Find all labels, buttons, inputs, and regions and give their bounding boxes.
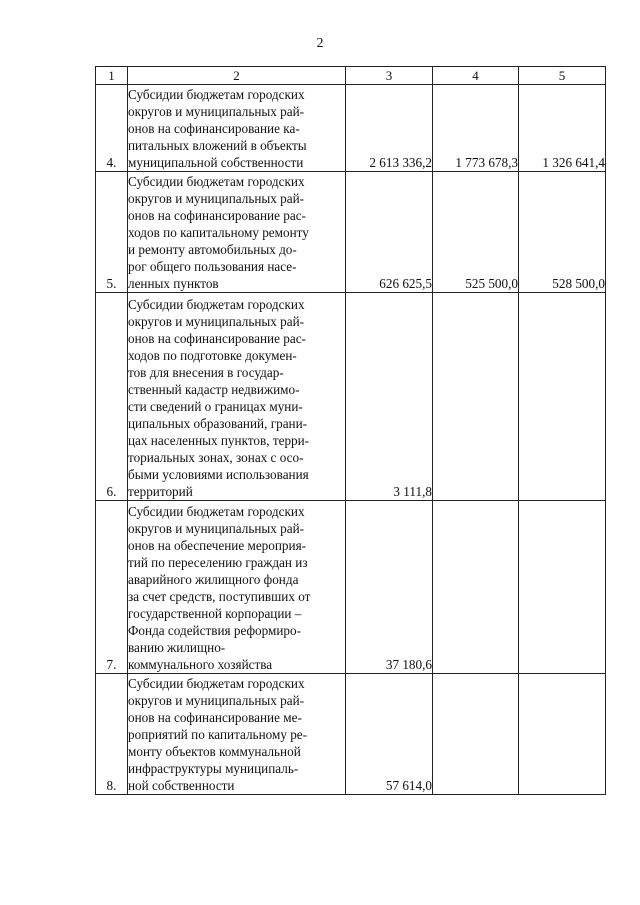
- header-cell: 3: [346, 67, 433, 85]
- amount-col3: 2 613 336,2: [346, 85, 433, 172]
- description-line: Субсидии бюджетам городских: [128, 174, 305, 189]
- amount-col3: 57 614,0: [346, 674, 433, 795]
- row-number: 4.: [96, 85, 128, 172]
- description-line: цах населенных пунктов, терри-: [128, 433, 310, 448]
- description-line: тов для внесения в государ-: [128, 365, 284, 380]
- description-line: коммунального хозяйства: [128, 657, 273, 672]
- subsidies-table: [95, 66, 606, 795]
- table-row: [96, 85, 606, 172]
- description-line: онов на софинансирование рас-: [128, 208, 306, 223]
- table-row: [96, 501, 606, 674]
- description-line: государственной корпорации –: [128, 606, 302, 621]
- amount-col5: 528 500,0: [519, 172, 606, 293]
- description-line: округов и муниципальных рай-: [128, 521, 305, 536]
- description-line: монту объектов коммунальной: [128, 744, 301, 759]
- description-line: Фонда содействия реформиро-: [128, 623, 302, 638]
- description-line: быми условиями использования: [128, 467, 309, 482]
- description-line: сти сведений о границах муни-: [128, 399, 303, 414]
- row-description: [128, 85, 346, 172]
- header-cell: 2: [128, 67, 346, 85]
- amount-col5: [519, 674, 606, 795]
- table-row: [96, 172, 606, 293]
- amount-col4: 525 500,0: [433, 172, 519, 293]
- row-description: [128, 293, 346, 501]
- amount-col4: 1 773 678,3: [433, 85, 519, 172]
- description-line: Субсидии бюджетам городских: [128, 297, 305, 312]
- amount-col5: [519, 293, 606, 501]
- row-number: 6.: [96, 293, 128, 501]
- amount-col5: [519, 501, 606, 674]
- description-line: и ремонту автомобильных до-: [128, 242, 297, 257]
- row-description: [128, 501, 346, 674]
- amount-col4: [433, 501, 519, 674]
- description-line: рог общего пользования насе-: [128, 259, 297, 274]
- description-line: ходов по подготовке докумен-: [128, 348, 297, 363]
- description-line: инфраструктуры муниципаль-: [128, 761, 299, 776]
- row-description: [128, 674, 346, 795]
- description-line: ходов по капитальному ремонту: [128, 225, 309, 240]
- description-line: за счет средств, поступивших от: [128, 589, 311, 604]
- description-line: ванию жилищно-: [128, 640, 226, 655]
- amount-col3: 3 111,8: [346, 293, 433, 501]
- header-cell: 1: [96, 67, 128, 85]
- description-line: питальных вложений в объекты: [128, 138, 307, 153]
- amount-col3: 37 180,6: [346, 501, 433, 674]
- description-line: онов на софинансирование рас-: [128, 331, 306, 346]
- row-number: 5.: [96, 172, 128, 293]
- amount-col5: 1 326 641,4: [519, 85, 606, 172]
- amount-col4: [433, 674, 519, 795]
- description-line: онов на обеспечение мероприя-: [128, 538, 307, 553]
- description-line: округов и муниципальных рай-: [128, 693, 305, 708]
- header-cell: 5: [519, 67, 606, 85]
- description-line: округов и муниципальных рай-: [128, 104, 305, 119]
- description-line: Субсидии бюджетам городских: [128, 676, 305, 691]
- row-number: 8.: [96, 674, 128, 795]
- description-line: ленных пунктов: [128, 276, 219, 291]
- row-number: 7.: [96, 501, 128, 674]
- table-row: [96, 293, 606, 501]
- description-line: Субсидии бюджетам городских: [128, 504, 305, 519]
- amount-col3: 626 625,5: [346, 172, 433, 293]
- description-line: Субсидии бюджетам городских: [128, 87, 305, 102]
- description-line: ной собственности: [128, 778, 235, 793]
- table-row: [96, 674, 606, 795]
- description-line: аварийного жилищного фонда: [128, 572, 299, 587]
- description-line: территорий: [128, 484, 193, 499]
- table-header-row: [96, 67, 606, 85]
- description-line: онов на софинансирование ка-: [128, 121, 300, 136]
- page-number: 2: [316, 36, 324, 51]
- row-description: [128, 172, 346, 293]
- description-line: муниципальной собственности: [128, 155, 304, 170]
- description-line: тий по переселению граждан из: [128, 555, 308, 570]
- amount-col4: [433, 293, 519, 501]
- description-line: онов на софинансирование ме-: [128, 710, 302, 725]
- description-line: ственный кадастр недвижимо-: [128, 382, 300, 397]
- description-line: ториальных зонах, зонах с осо-: [128, 450, 304, 465]
- header-cell: 4: [433, 67, 519, 85]
- description-line: ципальных образований, грани-: [128, 416, 308, 431]
- description-line: округов и муниципальных рай-: [128, 314, 305, 329]
- description-line: округов и муниципальных рай-: [128, 191, 305, 206]
- description-line: роприятий по капитальному ре-: [128, 727, 308, 742]
